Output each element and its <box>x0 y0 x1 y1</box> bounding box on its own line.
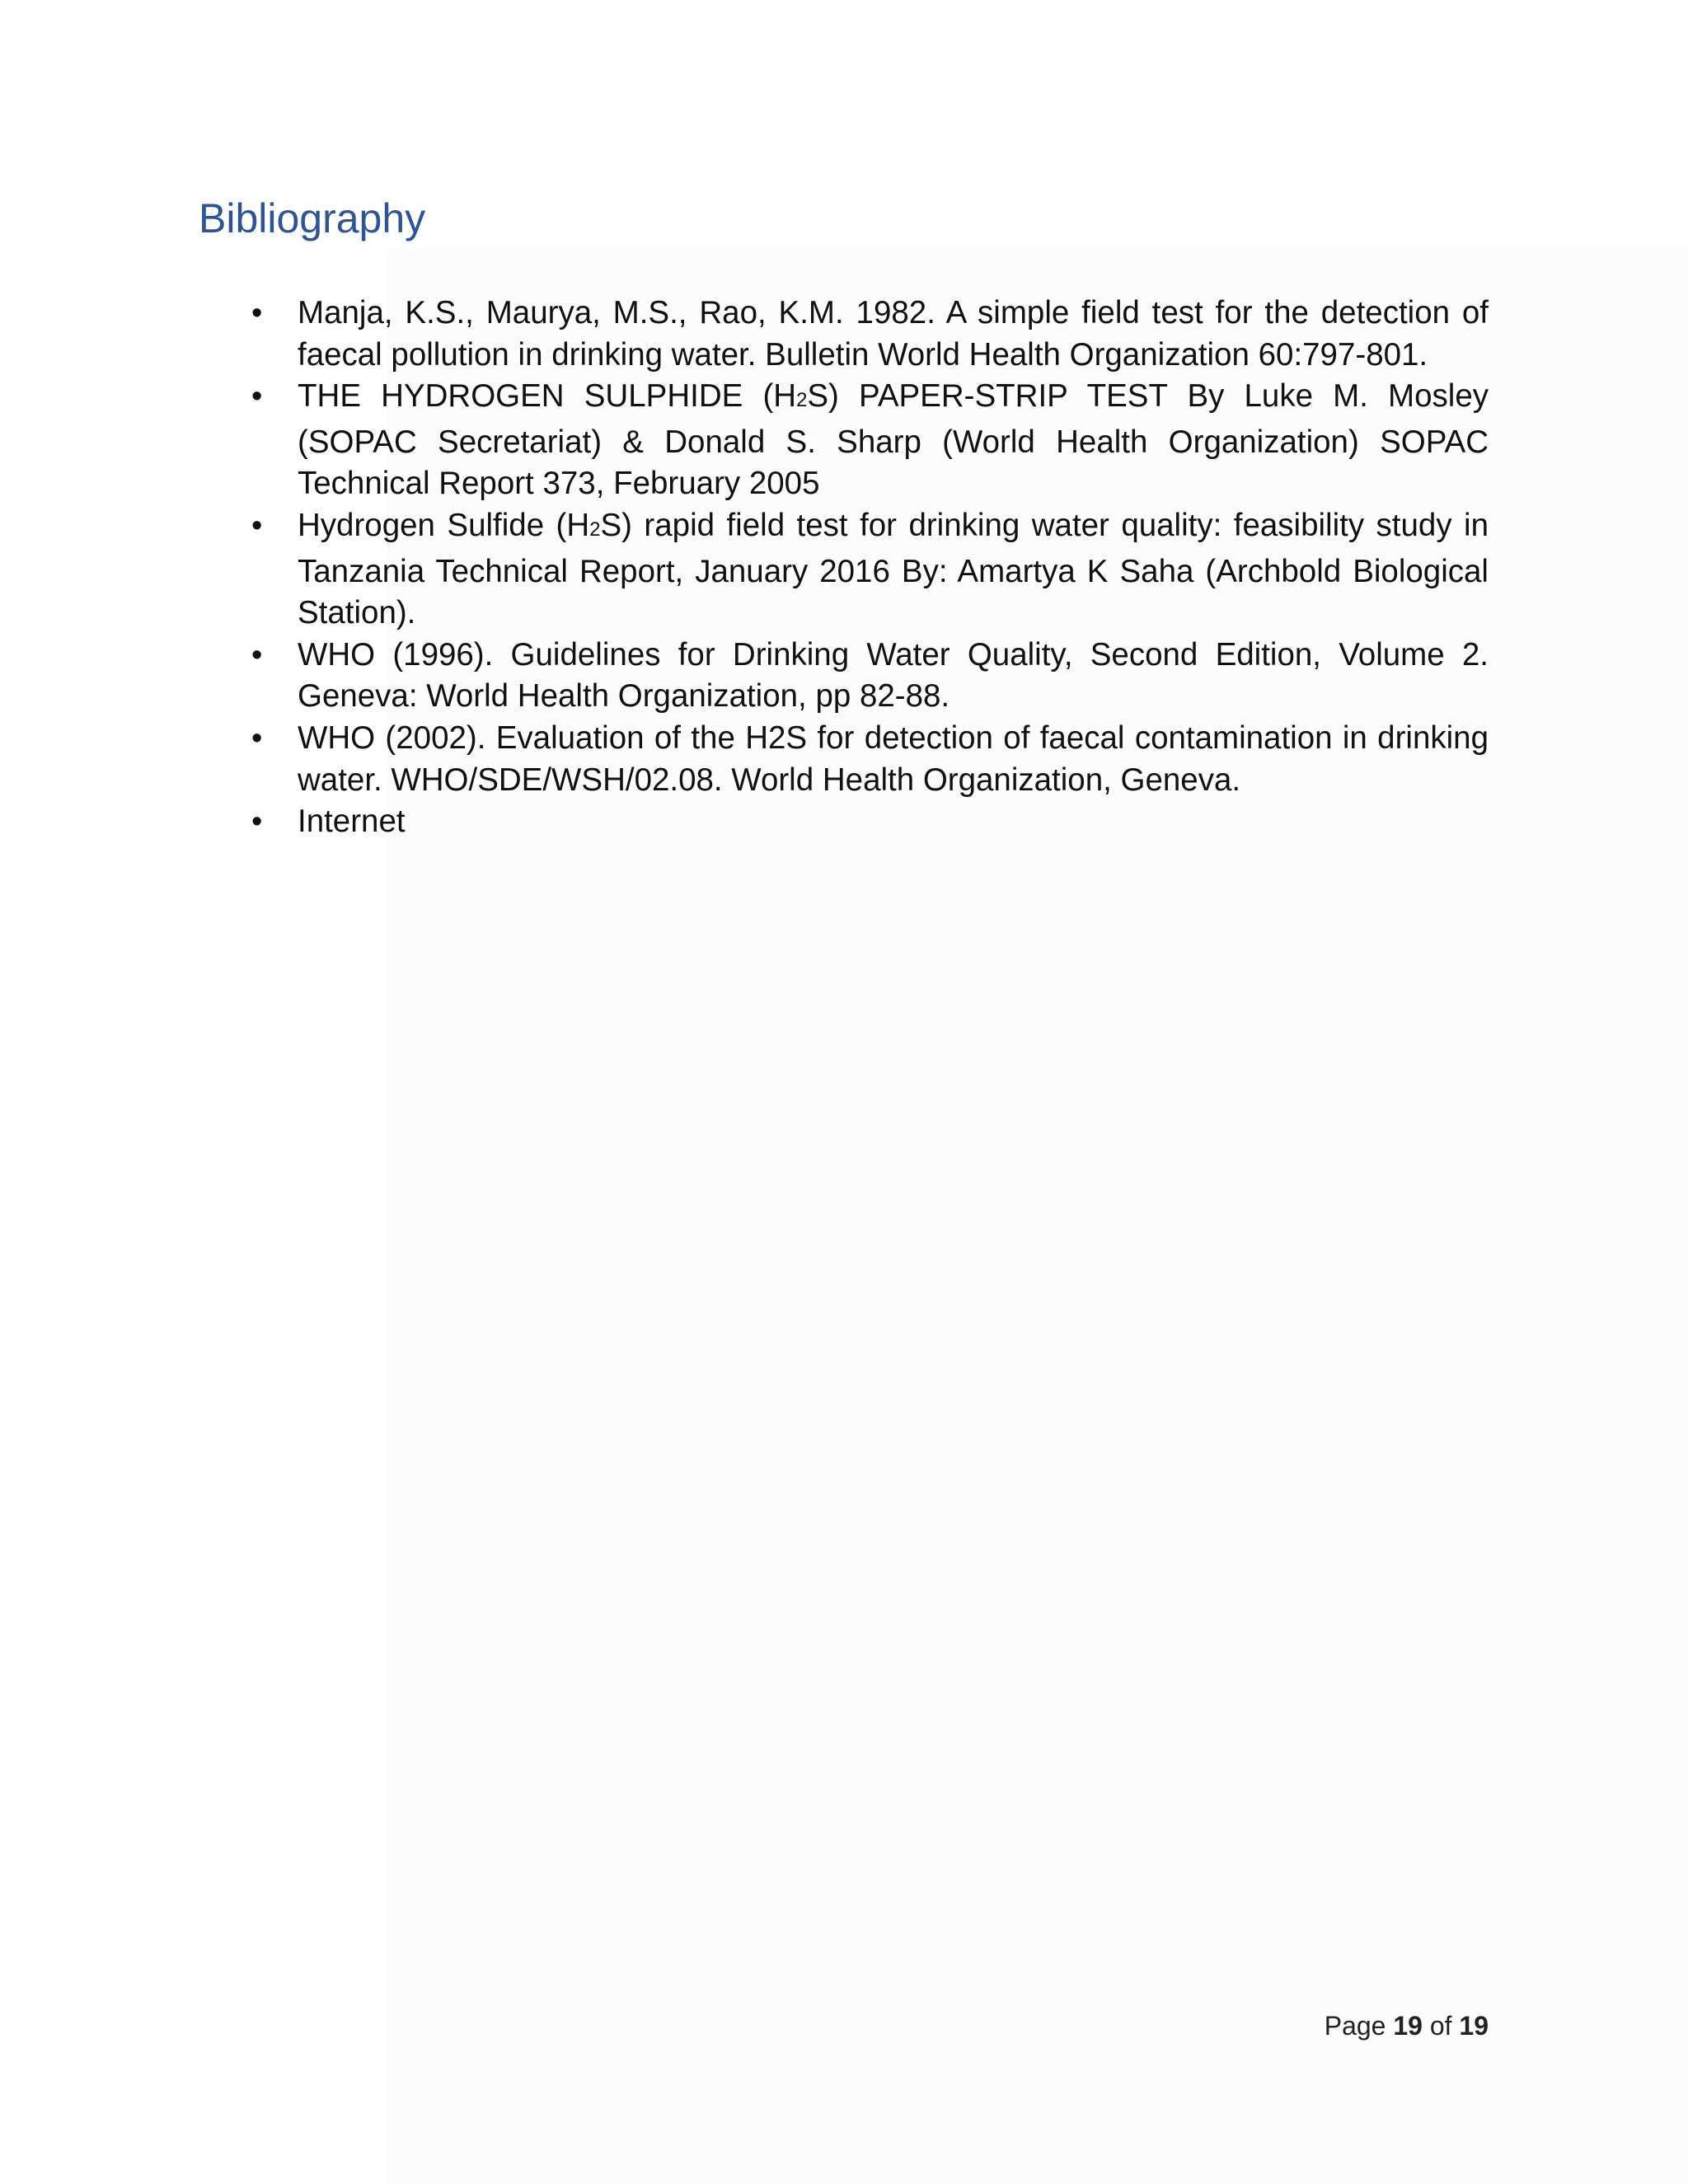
bibliography-item-3 <box>298 505 1489 635</box>
reference-text: Manja, K.S., Maurya, M.S., Rao, K.M. 1982. A simple field test for the detection of faecal pollution in drinking water. Bulletin World Health Organization 60:797-801. <box>298 295 1489 373</box>
current-page: 19 <box>1393 2011 1423 2041</box>
bibliography-item-5 <box>298 718 1489 801</box>
bibliography-item-1 <box>298 293 1489 376</box>
reference-text: WHO (2002). Evaluation of the H2S for detection of faecal contamination in drinking water. WHO/SDE/WSH/02.08. World Health Organization, Geneva. <box>298 719 1489 798</box>
page-number <box>1325 2011 1489 2041</box>
reference-text: WHO (1996). Guidelines for Drinking Water Quality, Second Edition, Volume 2. Geneva: World Health Organization, pp 82-88. <box>298 636 1489 715</box>
reference-text: Internet <box>298 804 406 840</box>
page-label: Page <box>1324 2011 1386 2041</box>
bibliography-item-2 <box>298 376 1489 505</box>
page-title: Bibliography <box>199 195 426 241</box>
reference-text-end: S) PAPER-STRIP TEST By Luke M. Mosley (SOPAC Secretariat) & Donald S. Sharp (World Health Organization) SOPAC Technical Report 373, February 2005 <box>298 378 1489 502</box>
subscript: 2 <box>589 518 601 541</box>
page-of: of <box>1429 2011 1452 2041</box>
total-pages: 19 <box>1459 2011 1489 2041</box>
bibliography-item-6 <box>298 801 1489 843</box>
reference-text-start: Hydrogen Sulfide (H <box>298 507 590 543</box>
reference-text-end: S) rapid field test for drinking water quality: feasibility study in Tanzania Technical Report, January 2016 By: Amartya K Saha (Archbold Biological Station). <box>298 507 1489 631</box>
reference-text-start: THE HYDROGEN SULPHIDE (H <box>298 378 797 415</box>
bibliography-item-4 <box>298 635 1489 718</box>
bibliography-list <box>298 293 1489 843</box>
subscript: 2 <box>796 389 808 412</box>
